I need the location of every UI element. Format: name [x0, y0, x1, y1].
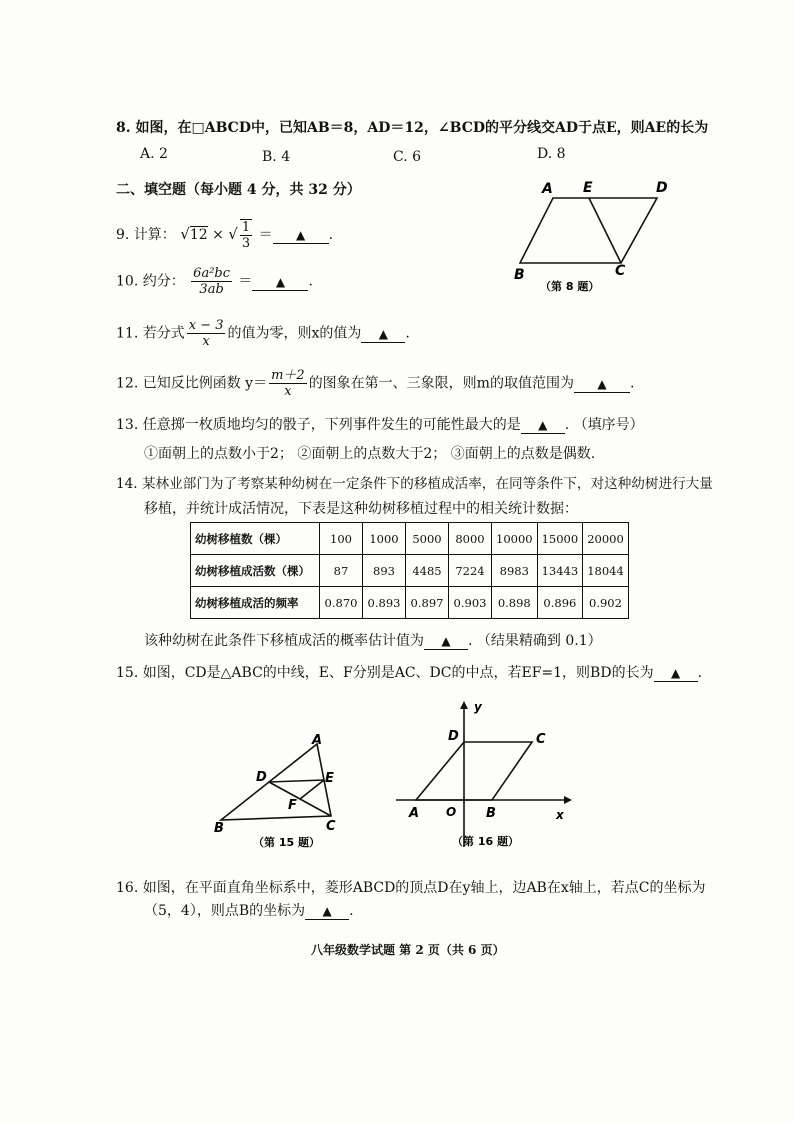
- q10-frac-den: 3ab: [199, 282, 224, 297]
- q16-figure-caption: （第 16 题）: [452, 835, 519, 848]
- q14-stats-table: [190, 522, 629, 619]
- q11-frac-den: x: [202, 334, 210, 349]
- q11-prefix: 11. 若分式: [116, 325, 185, 342]
- q9-answer-blank: ▲: [273, 227, 329, 244]
- table-cell: 13443: [537, 555, 583, 587]
- q12: [116, 368, 634, 399]
- table-cell: 87: [320, 555, 363, 587]
- x-axis-arrow-icon: [564, 796, 572, 804]
- table-cell: 0.898: [492, 587, 538, 619]
- table-cell: 7224: [449, 555, 492, 587]
- q8-label-a: A: [542, 181, 553, 197]
- q9-radicand: 12: [189, 227, 208, 243]
- q16-line2-prefix: （5，4），则点B的坐标为: [144, 903, 306, 919]
- q8-option-d: D. 8: [537, 146, 566, 162]
- table-cell: 893: [363, 555, 406, 587]
- q16-coordinate-figure: [388, 697, 578, 857]
- q11-middle: 的值为零，则x的值为: [227, 325, 362, 342]
- q9-times: ×: [212, 227, 224, 243]
- section2-title: 二、填空题（每小题 4 分，共 32 分）: [116, 182, 361, 198]
- q15-label-b: B: [214, 821, 224, 836]
- table-cell: 8000: [449, 523, 492, 555]
- table-cell: 1000: [363, 523, 406, 555]
- q9-frac-num: 1: [241, 220, 251, 235]
- q15-label-d: D: [256, 770, 267, 785]
- q10-suffix: .: [308, 273, 313, 290]
- q16-label-a: A: [409, 806, 420, 821]
- q12-middle: 的图象在第一、三象限，则m的取值范围为: [308, 375, 574, 392]
- q16-suffix: .: [349, 903, 354, 919]
- y-axis-arrow-icon: [460, 701, 468, 709]
- q11-frac-num: x − 3: [188, 318, 224, 333]
- table-cell: 5000: [406, 523, 449, 555]
- q15-label-e: E: [325, 771, 334, 786]
- q13-prefix: 13. 任意掷一枚质地均匀的骰子，下列事件发生的可能性最大的是: [116, 417, 521, 433]
- q10-answer-blank: ▲: [252, 274, 308, 291]
- q15-segment-ef: [300, 780, 324, 799]
- table-cell: 0.903: [449, 587, 492, 619]
- q16-label-d: D: [448, 729, 459, 744]
- q14-conclusion: [144, 630, 602, 650]
- q8-option-c: C. 6: [393, 149, 422, 165]
- q16-label-b: B: [486, 806, 496, 821]
- q10-prefix: 10. 约分：: [116, 273, 185, 290]
- q13: [116, 414, 644, 434]
- q11: [116, 318, 410, 349]
- q15-segment-de: [269, 780, 324, 782]
- q12-suffix: .: [629, 375, 635, 392]
- q13-events: ①面朝上的点数小于2； ②面朝上的点数大于2； ③面朝上的点数是偶数.: [144, 446, 596, 462]
- q15-prefix: 15. 如图，CD是△ABC的中线，E、F分别是AC、DC的中点，若EF=1，则BD的长为: [116, 665, 654, 681]
- q16-line1: 16. 如图，在平面直角坐标系中，菱形ABCD的顶点D在y轴上，边AB在x轴上，若点C的坐标为: [116, 880, 706, 896]
- q15-figure-caption: （第 15 题）: [253, 836, 320, 849]
- q10: [116, 266, 313, 297]
- q14-answer-blank: ▲: [424, 633, 468, 650]
- q16-rhombus-abcd: [416, 742, 532, 800]
- q16-origin-label: O: [446, 805, 457, 819]
- q8-label-e: E: [583, 180, 593, 196]
- page-footer: 八年级数学试题 第 2 页（共 6 页）: [311, 943, 505, 957]
- table-cell: 8983: [492, 555, 538, 587]
- q9-suffix: .: [328, 227, 334, 243]
- q12-answer-blank: ▲: [574, 376, 630, 393]
- q15-label-c: C: [326, 819, 336, 834]
- q8-figure-caption: （第 8 题）: [540, 280, 600, 293]
- q9-prefix: 9. 计算：: [116, 227, 176, 243]
- q14-conclusion-suffix: . （结果精确到 0.1）: [468, 633, 602, 649]
- table-row-header: 幼树移植数（棵）: [191, 523, 320, 555]
- q15-label-a: A: [312, 733, 323, 748]
- q8-label-b: B: [514, 267, 525, 283]
- q9-frac-den: 3: [241, 236, 251, 251]
- table-cell: 0.896: [537, 587, 583, 619]
- q10-frac-num: 6a²bc: [193, 266, 231, 281]
- q16-axis-label-x: x: [556, 808, 564, 822]
- q16-answer-blank: ▲: [305, 903, 349, 920]
- q14-line1: 14. 某林业部门为了考察某种幼树在一定条件下的移植成活率，在同等条件下，对这种幼树进行大量: [116, 476, 713, 492]
- table-cell: 4485: [406, 555, 449, 587]
- q14-line2: 移植，并统计成活情况，下表是这种幼树移植过程中的相关统计数据：: [144, 501, 578, 517]
- table-cell: 18044: [583, 555, 629, 587]
- q14-conclusion-prefix: 该种幼树在此条件下移植成活的概率估计值为: [144, 633, 424, 649]
- table-row-header: 幼树移植成活数（棵）: [191, 555, 320, 587]
- sqrt-sign-icon: √: [180, 225, 190, 243]
- q15: [116, 662, 702, 682]
- q8-parallelogram-abcd: [520, 198, 657, 263]
- q16-label-c: C: [536, 732, 546, 747]
- q15-answer-blank: ▲: [654, 665, 698, 682]
- q13-answer-blank: ▲: [521, 417, 565, 434]
- q16-axis-label-y: y: [474, 700, 482, 714]
- table-row: [191, 587, 629, 619]
- table-cell: 0.902: [583, 587, 629, 619]
- table-row: [191, 523, 629, 555]
- q10-equals: ＝: [238, 273, 253, 290]
- table-cell: 0.893: [363, 587, 406, 619]
- q8-label-c: C: [615, 263, 626, 279]
- q12-frac-num: m＋2: [271, 368, 305, 383]
- table-cell: 0.870: [320, 587, 363, 619]
- q13-suffix: . （填序号）: [564, 417, 644, 433]
- table-cell: 10000: [492, 523, 538, 555]
- q16-line2: [144, 900, 354, 920]
- q9: [116, 219, 333, 251]
- table-row-header: 幼树移植成活的频率: [191, 587, 320, 619]
- sqrt-sign-icon: √: [228, 225, 238, 243]
- table-cell: 100: [320, 523, 363, 555]
- table-row: [191, 555, 629, 587]
- q8-option-a: A. 2: [140, 146, 168, 162]
- q12-prefix: 12. 已知反比例函数 y＝: [116, 375, 268, 392]
- q8-stem: 8. 如图，在□ABCD中，已知AB＝8，AD＝12，∠BCD的平分线交AD于点E，则AE的长为: [116, 120, 709, 136]
- q15-label-f: F: [288, 798, 297, 813]
- table-cell: 15000: [537, 523, 583, 555]
- q11-suffix: .: [405, 325, 410, 342]
- q15-triangle-figure: [205, 730, 355, 855]
- q8-label-d: D: [656, 180, 668, 196]
- q15-suffix: .: [697, 665, 703, 681]
- q12-frac-den: x: [284, 384, 292, 399]
- q8-bisector-ce: [589, 198, 621, 263]
- q8-option-b: B. 4: [262, 149, 291, 165]
- q8-parallelogram-figure: [505, 175, 685, 300]
- q9-equals: ＝: [258, 227, 273, 243]
- table-cell: 0.897: [406, 587, 449, 619]
- table-cell: 20000: [583, 523, 629, 555]
- q11-answer-blank: ▲: [361, 326, 405, 343]
